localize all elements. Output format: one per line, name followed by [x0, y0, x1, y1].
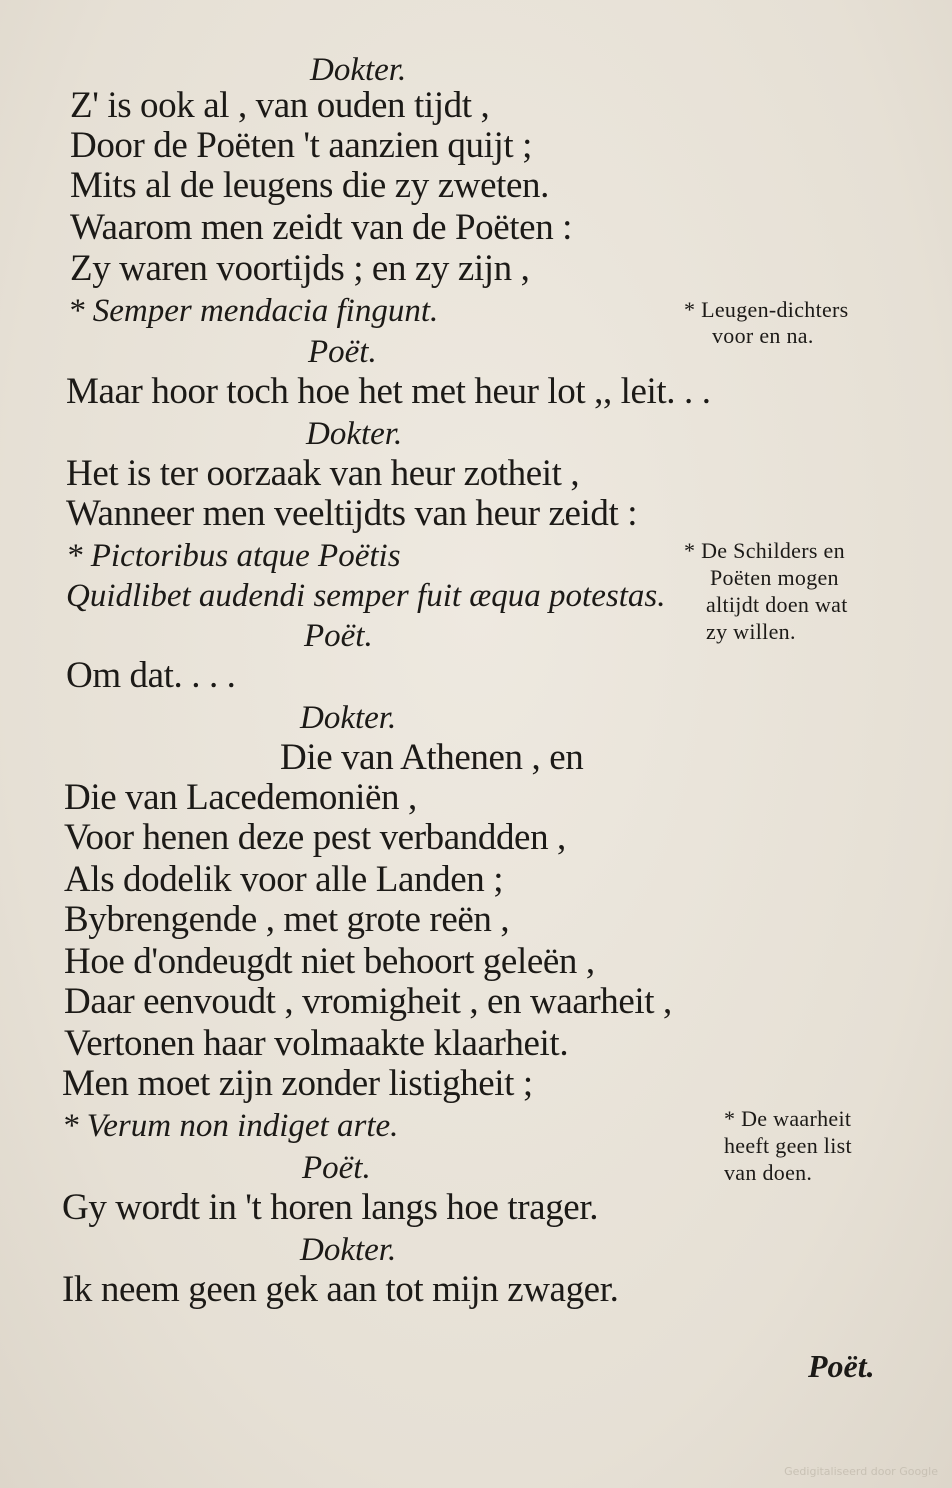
verse-line: Gy wordt in 't horen langs hoe trager.	[62, 1187, 599, 1228]
verse-line: Maar hoor toch hoe het met heur lot ,, leit. . .	[66, 371, 711, 412]
verse-line: Ik neem geen gek aan tot mijn zwager.	[62, 1269, 619, 1310]
verse-line: Die van Athenen , en	[280, 737, 584, 778]
margin-note: * De Schilders en	[684, 538, 845, 563]
verse-line: Wanneer men veeltijdts van heur zeidt :	[66, 493, 638, 534]
latin-quote: * Semper mendacia fingunt.	[68, 293, 439, 329]
margin-note: * Leugen-dichters	[684, 297, 849, 322]
verse-line: Het is ter oorzaak van heur zotheit ,	[66, 453, 580, 494]
verse-line: Waarom men zeidt van de Poëten :	[70, 207, 573, 248]
margin-note: heeft geen list	[724, 1133, 852, 1158]
verse-line: Als dodelik voor alle Landen ;	[64, 859, 504, 900]
margin-note: altijdt doen wat	[706, 592, 848, 617]
margin-note: zy willen.	[706, 619, 796, 644]
verse-line: Bybrengende , met grote reën ,	[64, 899, 510, 940]
speaker-poet: Poët.	[302, 1150, 371, 1186]
verse-line: Z' is ook al , van ouden tijdt ,	[70, 85, 490, 126]
verse-line: Zy waren voortijds ; en zy zijn ,	[70, 248, 530, 289]
speaker-dokter: Dokter.	[310, 52, 407, 88]
latin-quote: * Pictoribus atque Poëtis	[66, 538, 401, 574]
speaker-dokter: Dokter.	[300, 700, 397, 736]
catchword: Poët.	[808, 1348, 875, 1384]
verse-line: Men moet zijn zonder listigheit ;	[62, 1063, 533, 1104]
verse-line: Voor henen deze pest verbandden ,	[64, 817, 566, 858]
speaker-poet: Poët.	[308, 334, 377, 370]
verse-line: Daar eenvoudt , vromigheit , en waarheit ,	[64, 981, 672, 1022]
verse-line: Door de Poëten 't aanzien quijt ;	[70, 125, 533, 166]
verse-line: Mits al de leugens die zy zweten.	[70, 165, 549, 206]
speaker-dokter: Dokter.	[306, 416, 403, 452]
speaker-poet: Poët.	[304, 618, 373, 654]
verse-line: Die van Lacedemoniën ,	[64, 777, 417, 818]
scan-watermark: Gedigitaliseerd door Google	[784, 1465, 938, 1478]
latin-quote: Quidlibet audendi semper fuit æqua potestas.	[66, 578, 666, 614]
speaker-dokter: Dokter.	[300, 1232, 397, 1268]
latin-quote: * Verum non indiget arte.	[62, 1108, 399, 1144]
margin-note: van doen.	[724, 1160, 813, 1185]
margin-note: Poëten mogen	[710, 565, 839, 590]
margin-note: * De waarheit	[724, 1106, 852, 1131]
verse-line: Om dat. . . .	[66, 655, 236, 696]
verse-line: Hoe d'ondeugdt niet behoort geleën ,	[64, 941, 595, 982]
margin-note: voor en na.	[712, 323, 814, 348]
verse-line: Vertonen haar volmaakte klaarheit.	[64, 1023, 569, 1064]
